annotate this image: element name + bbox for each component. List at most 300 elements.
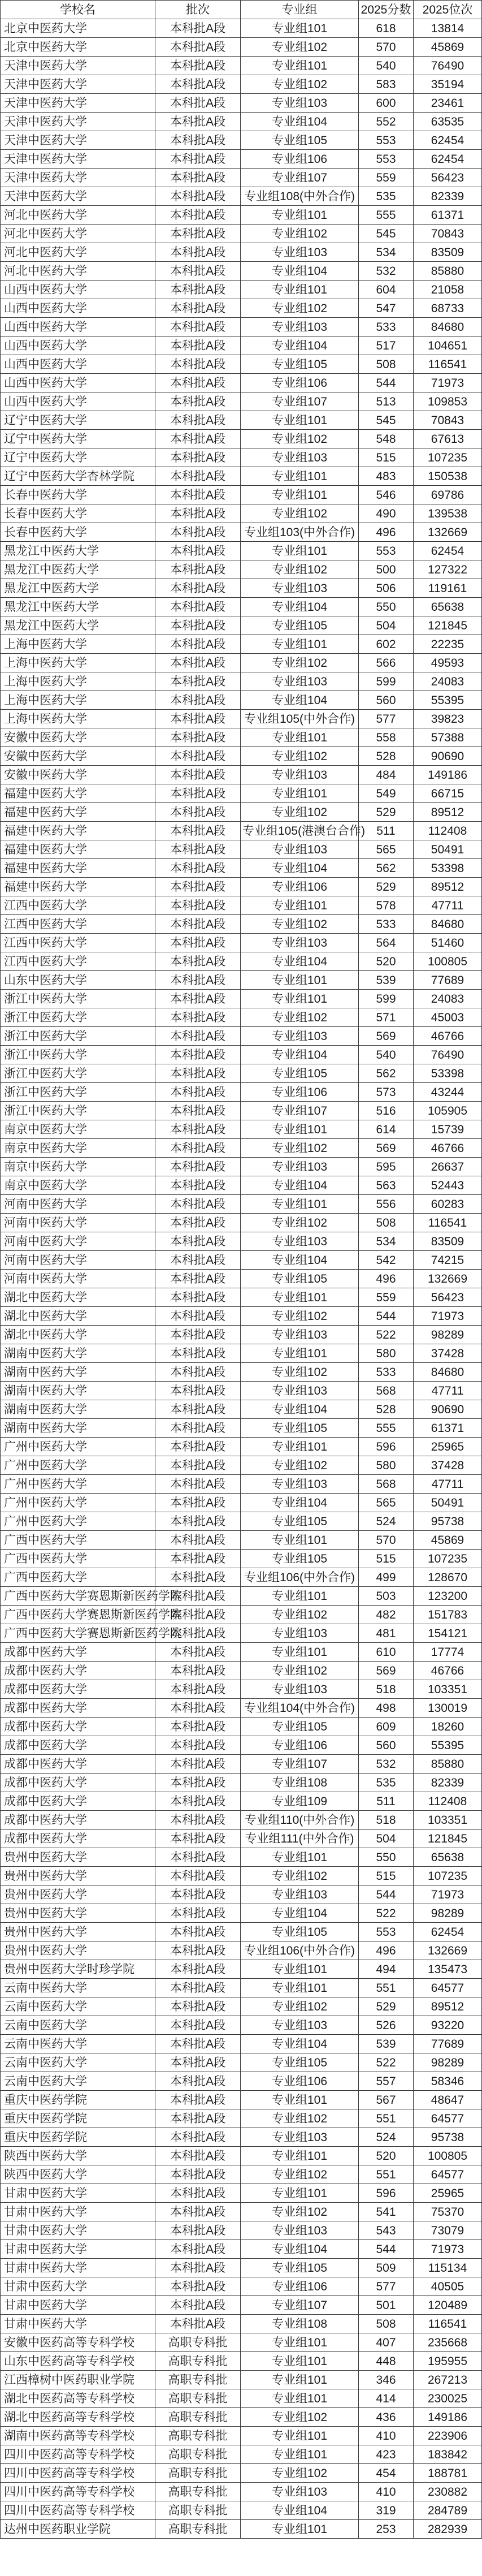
group-cell: 专业组103 bbox=[241, 579, 359, 598]
table-row bbox=[1, 113, 482, 131]
table-row bbox=[1, 766, 482, 784]
school-cell: 贵州中医药大学 bbox=[1, 1885, 155, 1904]
table-row bbox=[1, 1587, 482, 1606]
rank-cell: 105905 bbox=[414, 1102, 482, 1120]
school-cell: 浙江中医药大学 bbox=[1, 1083, 155, 1102]
batch-cell: 本科批A段 bbox=[155, 560, 241, 579]
school-cell: 广州中医药大学 bbox=[1, 1456, 155, 1475]
table-row bbox=[1, 1923, 482, 1941]
group-cell: 专业组102 bbox=[241, 1214, 359, 1232]
group-cell: 专业组102 bbox=[241, 1456, 359, 1475]
table-row bbox=[1, 2259, 482, 2277]
group-cell: 专业组106(中外合作) bbox=[241, 1941, 359, 1960]
score-cell: 552 bbox=[359, 113, 414, 131]
table-row bbox=[1, 1214, 482, 1232]
rank-cell: 282939 bbox=[414, 2520, 482, 2539]
school-cell: 辽宁中医药大学 bbox=[1, 448, 155, 467]
school-cell: 广西中医药大学 bbox=[1, 1550, 155, 1568]
score-cell: 568 bbox=[359, 1475, 414, 1494]
table-row bbox=[1, 1382, 482, 1400]
score-cell: 551 bbox=[359, 2109, 414, 2128]
batch-cell: 本科批A段 bbox=[155, 1214, 241, 1232]
batch-cell: 本科批A段 bbox=[155, 1736, 241, 1755]
table-row bbox=[1, 2072, 482, 2091]
batch-cell: 本科批A段 bbox=[155, 392, 241, 411]
batch-cell: 本科批A段 bbox=[155, 2184, 241, 2203]
batch-cell: 高职专科批 bbox=[155, 2483, 241, 2501]
table-row bbox=[1, 2128, 482, 2147]
group-cell: 专业组102 bbox=[241, 75, 359, 94]
batch-cell: 本科批A段 bbox=[155, 281, 241, 299]
group-cell: 专业组102 bbox=[241, 803, 359, 822]
rank-cell: 46766 bbox=[414, 1662, 482, 1680]
group-cell: 专业组101 bbox=[241, 635, 359, 654]
table-row bbox=[1, 691, 482, 710]
table-row bbox=[1, 1867, 482, 1885]
batch-cell: 本科批A段 bbox=[155, 1531, 241, 1550]
score-cell: 515 bbox=[359, 448, 414, 467]
school-cell: 山西中医药大学 bbox=[1, 318, 155, 336]
school-cell: 上海中医药大学 bbox=[1, 672, 155, 691]
school-cell: 山西中医药大学 bbox=[1, 299, 155, 318]
group-cell: 专业组101 bbox=[241, 1960, 359, 1979]
group-cell: 专业组105 bbox=[241, 616, 359, 635]
rank-cell: 223906 bbox=[414, 2427, 482, 2445]
school-cell: 达州中医药职业学院 bbox=[1, 2520, 155, 2539]
rank-cell: 37428 bbox=[414, 1456, 482, 1475]
table-row bbox=[1, 1046, 482, 1064]
table-row bbox=[1, 1979, 482, 1997]
score-cell: 448 bbox=[359, 2352, 414, 2371]
table-row bbox=[1, 94, 482, 113]
rank-cell: 90690 bbox=[414, 747, 482, 766]
group-cell: 专业组102 bbox=[241, 225, 359, 243]
batch-cell: 本科批A段 bbox=[155, 840, 241, 859]
batch-cell: 本科批A段 bbox=[155, 2203, 241, 2221]
batch-cell: 本科批A段 bbox=[155, 1363, 241, 1382]
batch-cell: 本科批A段 bbox=[155, 1662, 241, 1680]
batch-cell: 本科批A段 bbox=[155, 1792, 241, 1811]
batch-cell: 本科批A段 bbox=[155, 1680, 241, 1699]
group-cell: 专业组104 bbox=[241, 1176, 359, 1195]
school-cell: 河南中医药大学 bbox=[1, 1214, 155, 1232]
group-cell: 专业组105 bbox=[241, 1512, 359, 1531]
school-cell: 南京中医药大学 bbox=[1, 1158, 155, 1176]
school-cell: 天津中医药大学 bbox=[1, 187, 155, 206]
batch-cell: 本科批A段 bbox=[155, 579, 241, 598]
school-cell: 山西中医药大学 bbox=[1, 392, 155, 411]
rank-cell: 151783 bbox=[414, 1606, 482, 1624]
table-row bbox=[1, 822, 482, 840]
rank-cell: 82339 bbox=[414, 187, 482, 206]
score-cell: 501 bbox=[359, 2296, 414, 2315]
table-row bbox=[1, 2091, 482, 2109]
batch-cell: 本科批A段 bbox=[155, 1941, 241, 1960]
group-cell: 专业组102 bbox=[241, 560, 359, 579]
score-cell: 562 bbox=[359, 859, 414, 878]
school-cell: 成都中医药大学 bbox=[1, 1755, 155, 1774]
rank-cell: 50491 bbox=[414, 1494, 482, 1512]
group-cell: 专业组101 bbox=[241, 281, 359, 299]
rank-cell: 22235 bbox=[414, 635, 482, 654]
score-cell: 410 bbox=[359, 2483, 414, 2501]
rank-cell: 112408 bbox=[414, 822, 482, 840]
group-cell: 专业组101 bbox=[241, 2184, 359, 2203]
rank-cell: 149186 bbox=[414, 2408, 482, 2427]
group-cell: 专业组101 bbox=[241, 784, 359, 803]
group-cell: 专业组102 bbox=[241, 1363, 359, 1382]
school-cell: 安徽中医药大学 bbox=[1, 728, 155, 747]
table-row bbox=[1, 57, 482, 75]
table-row bbox=[1, 1438, 482, 1456]
batch-cell: 本科批A段 bbox=[155, 1419, 241, 1438]
rank-cell: 76490 bbox=[414, 57, 482, 75]
batch-cell: 本科批A段 bbox=[155, 859, 241, 878]
group-cell: 专业组104 bbox=[241, 859, 359, 878]
score-cell: 346 bbox=[359, 2371, 414, 2389]
school-cell: 浙江中医药大学 bbox=[1, 1102, 155, 1120]
rank-cell: 23461 bbox=[414, 94, 482, 113]
score-cell: 520 bbox=[359, 952, 414, 971]
rank-cell: 21058 bbox=[414, 281, 482, 299]
rank-cell: 43244 bbox=[414, 1083, 482, 1102]
batch-cell: 本科批A段 bbox=[155, 1326, 241, 1344]
table-row bbox=[1, 1662, 482, 1680]
batch-cell: 本科批A段 bbox=[155, 1512, 241, 1531]
header-rank: 2025位次 bbox=[414, 1, 482, 19]
batch-cell: 本科批A段 bbox=[155, 1960, 241, 1979]
batch-cell: 本科批A段 bbox=[155, 430, 241, 448]
school-cell: 安徽中医药大学 bbox=[1, 747, 155, 766]
header-group: 专业组 bbox=[241, 1, 359, 19]
group-cell: 专业组103 bbox=[241, 1885, 359, 1904]
school-cell: 河南中医药大学 bbox=[1, 1232, 155, 1251]
rank-cell: 47711 bbox=[414, 896, 482, 915]
score-cell: 567 bbox=[359, 2091, 414, 2109]
batch-cell: 本科批A段 bbox=[155, 822, 241, 840]
score-cell: 573 bbox=[359, 1083, 414, 1102]
table-row bbox=[1, 243, 482, 262]
group-cell: 专业组104 bbox=[241, 1046, 359, 1064]
batch-cell: 本科批A段 bbox=[155, 654, 241, 672]
score-cell: 529 bbox=[359, 803, 414, 822]
group-cell: 专业组106(中外合作) bbox=[241, 1568, 359, 1587]
school-cell: 四川中医药高等专科学校 bbox=[1, 2445, 155, 2464]
score-cell: 539 bbox=[359, 2035, 414, 2053]
group-cell: 专业组102 bbox=[241, 2109, 359, 2128]
group-cell: 专业组102 bbox=[241, 1139, 359, 1158]
school-cell: 湖北中医药大学 bbox=[1, 1288, 155, 1307]
school-cell: 浙江中医药大学 bbox=[1, 1046, 155, 1064]
score-cell: 569 bbox=[359, 1139, 414, 1158]
school-cell: 湖南中医药大学 bbox=[1, 1363, 155, 1382]
batch-cell: 高职专科批 bbox=[155, 2352, 241, 2371]
table-row bbox=[1, 411, 482, 430]
score-cell: 253 bbox=[359, 2520, 414, 2539]
table-row bbox=[1, 1102, 482, 1120]
rank-cell: 70843 bbox=[414, 411, 482, 430]
batch-cell: 本科批A段 bbox=[155, 1232, 241, 1251]
table-row bbox=[1, 2352, 482, 2371]
batch-cell: 本科批A段 bbox=[155, 672, 241, 691]
score-cell: 532 bbox=[359, 1755, 414, 1774]
school-cell: 南京中医药大学 bbox=[1, 1120, 155, 1139]
group-cell: 专业组104 bbox=[241, 336, 359, 355]
rank-cell: 83509 bbox=[414, 243, 482, 262]
school-cell: 长春中医药大学 bbox=[1, 523, 155, 542]
group-cell: 专业组102 bbox=[241, 430, 359, 448]
table-row bbox=[1, 448, 482, 467]
group-cell: 专业组102 bbox=[241, 1997, 359, 2016]
score-cell: 513 bbox=[359, 392, 414, 411]
rank-cell: 104651 bbox=[414, 336, 482, 355]
batch-cell: 本科批A段 bbox=[155, 878, 241, 896]
group-cell: 专业组103 bbox=[241, 1382, 359, 1400]
score-cell: 560 bbox=[359, 691, 414, 710]
school-cell: 天津中医药大学 bbox=[1, 75, 155, 94]
score-cell: 548 bbox=[359, 430, 414, 448]
batch-cell: 本科批A段 bbox=[155, 1102, 241, 1120]
table-row bbox=[1, 1120, 482, 1139]
table-row bbox=[1, 728, 482, 747]
group-cell: 专业组103 bbox=[241, 1680, 359, 1699]
school-cell: 天津中医药大学 bbox=[1, 57, 155, 75]
batch-cell: 本科批A段 bbox=[155, 1811, 241, 1829]
rank-cell: 62454 bbox=[414, 131, 482, 150]
group-cell: 专业组101 bbox=[241, 1195, 359, 1214]
group-cell: 专业组106 bbox=[241, 878, 359, 896]
rank-cell: 46766 bbox=[414, 1027, 482, 1046]
school-cell: 北京中医药大学 bbox=[1, 38, 155, 57]
group-cell: 专业组104 bbox=[241, 1400, 359, 1419]
school-cell: 贵州中医药大学 bbox=[1, 1923, 155, 1941]
table-row bbox=[1, 579, 482, 598]
batch-cell: 本科批A段 bbox=[155, 1270, 241, 1288]
rank-cell: 52443 bbox=[414, 1176, 482, 1195]
score-cell: 542 bbox=[359, 1251, 414, 1270]
batch-cell: 本科批A段 bbox=[155, 1848, 241, 1867]
batch-cell: 本科批A段 bbox=[155, 504, 241, 523]
school-cell: 甘肃中医药大学 bbox=[1, 2296, 155, 2315]
table-row bbox=[1, 187, 482, 206]
score-cell: 508 bbox=[359, 355, 414, 374]
table-row bbox=[1, 523, 482, 542]
school-cell: 福建中医药大学 bbox=[1, 859, 155, 878]
group-cell: 专业组109 bbox=[241, 1792, 359, 1811]
rank-cell: 116541 bbox=[414, 1214, 482, 1232]
score-cell: 566 bbox=[359, 654, 414, 672]
group-cell: 专业组107 bbox=[241, 2296, 359, 2315]
batch-cell: 本科批A段 bbox=[155, 75, 241, 94]
school-cell: 成都中医药大学 bbox=[1, 1643, 155, 1662]
rank-cell: 112408 bbox=[414, 1792, 482, 1811]
school-cell: 福建中医药大学 bbox=[1, 822, 155, 840]
batch-cell: 本科批A段 bbox=[155, 728, 241, 747]
score-cell: 524 bbox=[359, 2128, 414, 2147]
score-cell: 529 bbox=[359, 1997, 414, 2016]
rank-cell: 107235 bbox=[414, 448, 482, 467]
table-row bbox=[1, 2184, 482, 2203]
batch-cell: 本科批A段 bbox=[155, 2240, 241, 2259]
school-cell: 湖北中医药大学 bbox=[1, 1326, 155, 1344]
group-cell: 专业组101 bbox=[241, 990, 359, 1008]
score-cell: 578 bbox=[359, 896, 414, 915]
group-cell: 专业组101 bbox=[241, 2147, 359, 2165]
batch-cell: 高职专科批 bbox=[155, 2371, 241, 2389]
group-cell: 专业组107 bbox=[241, 1755, 359, 1774]
rank-cell: 17774 bbox=[414, 1643, 482, 1662]
group-cell: 专业组104 bbox=[241, 598, 359, 616]
group-cell: 专业组101 bbox=[241, 411, 359, 430]
rank-cell: 100805 bbox=[414, 2147, 482, 2165]
score-cell: 562 bbox=[359, 1064, 414, 1083]
batch-cell: 本科批A段 bbox=[155, 1587, 241, 1606]
batch-cell: 本科批A段 bbox=[155, 1885, 241, 1904]
batch-cell: 本科批A段 bbox=[155, 1307, 241, 1326]
group-cell: 专业组101 bbox=[241, 542, 359, 560]
table-row bbox=[1, 1718, 482, 1736]
batch-cell: 本科批A段 bbox=[155, 1643, 241, 1662]
table-row bbox=[1, 560, 482, 579]
rank-cell: 235668 bbox=[414, 2333, 482, 2352]
rank-cell: 40505 bbox=[414, 2277, 482, 2296]
score-cell: 604 bbox=[359, 281, 414, 299]
rank-cell: 51460 bbox=[414, 934, 482, 952]
table-row bbox=[1, 915, 482, 934]
rank-cell: 65638 bbox=[414, 1848, 482, 1867]
rank-cell: 82339 bbox=[414, 1774, 482, 1792]
group-cell: 专业组103 bbox=[241, 1158, 359, 1176]
score-cell: 508 bbox=[359, 1214, 414, 1232]
school-cell: 重庆中医药学院 bbox=[1, 2128, 155, 2147]
group-cell: 专业组101 bbox=[241, 1979, 359, 1997]
school-cell: 广州中医药大学 bbox=[1, 1494, 155, 1512]
group-cell: 专业组101 bbox=[241, 971, 359, 990]
table-row bbox=[1, 318, 482, 336]
rank-cell: 121845 bbox=[414, 616, 482, 635]
school-cell: 江西中医药大学 bbox=[1, 896, 155, 915]
score-cell: 319 bbox=[359, 2501, 414, 2520]
rank-cell: 135473 bbox=[414, 1960, 482, 1979]
batch-cell: 本科批A段 bbox=[155, 411, 241, 430]
batch-cell: 本科批A段 bbox=[155, 467, 241, 486]
group-cell: 专业组101 bbox=[241, 2371, 359, 2389]
batch-cell: 本科批A段 bbox=[155, 896, 241, 915]
score-cell: 550 bbox=[359, 1848, 414, 1867]
score-cell: 599 bbox=[359, 672, 414, 691]
group-cell: 专业组104 bbox=[241, 1494, 359, 1512]
group-cell: 专业组102 bbox=[241, 1662, 359, 1680]
score-cell: 534 bbox=[359, 1232, 414, 1251]
score-cell: 550 bbox=[359, 598, 414, 616]
batch-cell: 高职专科批 bbox=[155, 2427, 241, 2445]
score-cell: 522 bbox=[359, 1904, 414, 1923]
school-cell: 成都中医药大学 bbox=[1, 1736, 155, 1755]
group-cell: 专业组104 bbox=[241, 113, 359, 131]
table-row bbox=[1, 1456, 482, 1475]
batch-cell: 本科批A段 bbox=[155, 542, 241, 560]
rank-cell: 56423 bbox=[414, 169, 482, 187]
table-row bbox=[1, 38, 482, 57]
table-row bbox=[1, 1624, 482, 1643]
batch-cell: 本科批A段 bbox=[155, 1083, 241, 1102]
table-row bbox=[1, 1363, 482, 1382]
table-row bbox=[1, 355, 482, 374]
group-cell: 专业组101 bbox=[241, 206, 359, 225]
school-cell: 南京中医药大学 bbox=[1, 1139, 155, 1158]
score-cell: 522 bbox=[359, 1326, 414, 1344]
table-row bbox=[1, 2315, 482, 2333]
school-cell: 安徽中医药高等专科学校 bbox=[1, 2333, 155, 2352]
batch-cell: 本科批A段 bbox=[155, 113, 241, 131]
batch-cell: 本科批A段 bbox=[155, 2147, 241, 2165]
rank-cell: 83509 bbox=[414, 1232, 482, 1251]
group-cell: 专业组102 bbox=[241, 2203, 359, 2221]
rank-cell: 90690 bbox=[414, 1400, 482, 1419]
school-cell: 广州中医药大学 bbox=[1, 1512, 155, 1531]
score-cell: 565 bbox=[359, 840, 414, 859]
rank-cell: 84680 bbox=[414, 318, 482, 336]
table-row bbox=[1, 1307, 482, 1326]
school-cell: 湖南中医药大学 bbox=[1, 1400, 155, 1419]
score-cell: 518 bbox=[359, 1811, 414, 1829]
score-cell: 503 bbox=[359, 1587, 414, 1606]
batch-cell: 本科批A段 bbox=[155, 1064, 241, 1083]
score-cell: 494 bbox=[359, 1960, 414, 1979]
school-cell: 湖南中医药大学 bbox=[1, 1419, 155, 1438]
group-cell: 专业组105 bbox=[241, 2053, 359, 2072]
score-cell: 528 bbox=[359, 1400, 414, 1419]
group-cell: 专业组101 bbox=[241, 2389, 359, 2408]
table-row bbox=[1, 150, 482, 169]
school-cell: 四川中医药高等专科学校 bbox=[1, 2483, 155, 2501]
score-cell: 484 bbox=[359, 766, 414, 784]
group-cell: 专业组102 bbox=[241, 915, 359, 934]
score-cell: 563 bbox=[359, 1176, 414, 1195]
rank-cell: 49593 bbox=[414, 654, 482, 672]
table-row bbox=[1, 2501, 482, 2520]
school-cell: 河北中医药大学 bbox=[1, 225, 155, 243]
school-cell: 福建中医药大学 bbox=[1, 784, 155, 803]
table-row bbox=[1, 2053, 482, 2072]
table-row bbox=[1, 1792, 482, 1811]
batch-cell: 本科批A段 bbox=[155, 2109, 241, 2128]
batch-cell: 本科批A段 bbox=[155, 1344, 241, 1363]
rank-cell: 65638 bbox=[414, 598, 482, 616]
rank-cell: 230025 bbox=[414, 2389, 482, 2408]
rank-cell: 47711 bbox=[414, 1382, 482, 1400]
score-cell: 618 bbox=[359, 19, 414, 38]
rank-cell: 71973 bbox=[414, 1307, 482, 1326]
batch-cell: 本科批A段 bbox=[155, 2296, 241, 2315]
rank-cell: 95738 bbox=[414, 1512, 482, 1531]
group-cell: 专业组105 bbox=[241, 355, 359, 374]
school-cell: 长春中医药大学 bbox=[1, 504, 155, 523]
table-row bbox=[1, 2035, 482, 2053]
table-row bbox=[1, 2109, 482, 2128]
batch-cell: 本科批A段 bbox=[155, 355, 241, 374]
school-cell: 南京中医药大学 bbox=[1, 1176, 155, 1195]
batch-cell: 本科批A段 bbox=[155, 1195, 241, 1214]
table-row bbox=[1, 392, 482, 411]
table-row bbox=[1, 1941, 482, 1960]
school-cell: 山西中医药大学 bbox=[1, 281, 155, 299]
table-row bbox=[1, 1606, 482, 1624]
school-cell: 江西中医药大学 bbox=[1, 915, 155, 934]
rank-cell: 98289 bbox=[414, 2053, 482, 2072]
rank-cell: 93220 bbox=[414, 2016, 482, 2035]
group-cell: 专业组101 bbox=[241, 728, 359, 747]
